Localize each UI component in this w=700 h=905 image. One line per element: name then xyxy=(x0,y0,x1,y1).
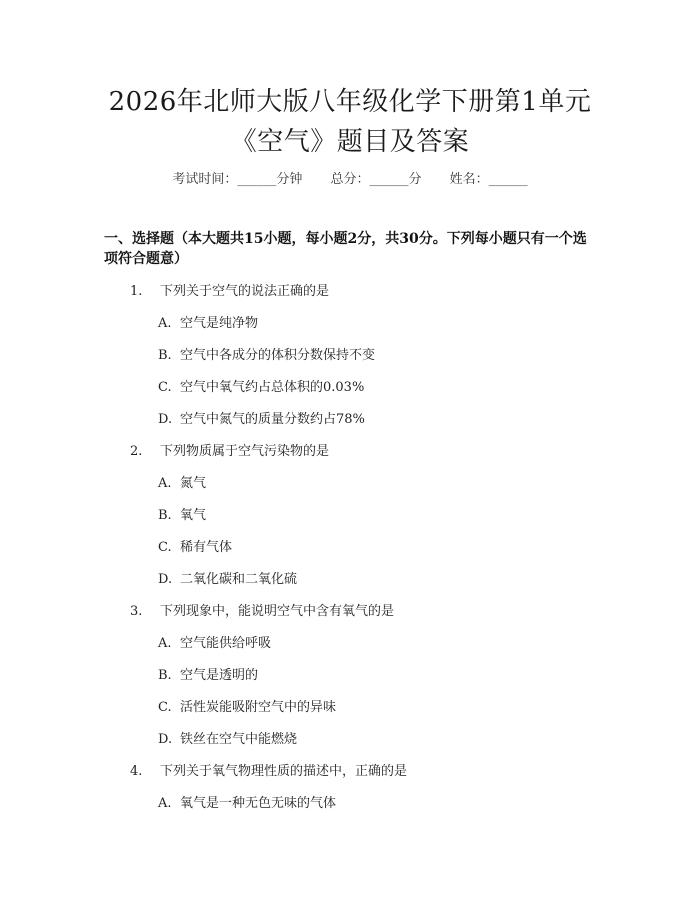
exam-time-unit: 分钟 xyxy=(276,172,303,187)
option-text: 空气能供给呼吸 xyxy=(180,636,272,651)
question-text: 下列现象中，能说明空气中含有氧气的是 xyxy=(160,604,395,619)
total-score-unit: 分 xyxy=(408,172,422,187)
option-letter: A. xyxy=(158,636,172,651)
option-text: 稀有气体 xyxy=(180,540,233,555)
option-letter: C. xyxy=(158,540,172,555)
q3-option-c xyxy=(158,699,336,717)
option-text: 铁丝在空气中能燃烧 xyxy=(180,732,298,747)
option-letter: C. xyxy=(158,700,172,715)
option-text: 空气中氮气的质量分数约占78% xyxy=(180,412,365,427)
exam-time xyxy=(172,170,302,190)
option-letter: B. xyxy=(158,348,172,363)
question-1 xyxy=(130,283,329,301)
exam-time-label: 考试时间： xyxy=(172,172,238,187)
q3-option-d xyxy=(158,731,297,749)
total-score-blank: ______ xyxy=(369,172,409,187)
option-text: 空气是透明的 xyxy=(180,668,259,683)
option-letter: B. xyxy=(158,668,172,683)
exam-info-line xyxy=(0,170,700,190)
option-letter: A. xyxy=(158,316,172,331)
question-text: 下列物质属于空气污染物的是 xyxy=(160,444,330,459)
option-text: 活性炭能吸附空气中的异味 xyxy=(180,700,337,715)
option-letter: D. xyxy=(158,412,173,427)
option-text: 氮气 xyxy=(180,476,207,491)
total-score-label: 总分： xyxy=(330,172,370,187)
option-text: 空气是纯净物 xyxy=(180,316,259,331)
q1-option-c xyxy=(158,379,364,397)
exam-time-blank: ______ xyxy=(237,172,277,187)
option-letter: A. xyxy=(158,796,172,811)
question-text: 下列关于氧气物理性质的描述中，正确的是 xyxy=(160,764,408,779)
option-letter: D. xyxy=(158,572,173,587)
q4-option-a xyxy=(158,795,336,813)
q2-option-d xyxy=(158,571,297,589)
option-letter: B. xyxy=(158,508,172,523)
section-heading-line-2: 项符合题意） xyxy=(104,251,188,267)
option-letter: D. xyxy=(158,732,173,747)
question-number: 4. xyxy=(130,764,143,779)
q3-option-b xyxy=(158,667,258,685)
section-heading-line-1: 一、选择题（本大题共15小题，每小题2分，共30分。下列每小题只有一个选 xyxy=(104,231,587,247)
student-name-blank: ______ xyxy=(488,172,528,187)
section-heading xyxy=(104,229,604,269)
option-letter: A. xyxy=(158,476,172,491)
question-3 xyxy=(130,603,394,621)
total-score xyxy=(330,170,421,190)
option-text: 氧气是一种无色无味的气体 xyxy=(180,796,337,811)
page-title-line-2: 《空气》题目及答案 xyxy=(230,127,470,157)
question-number: 2. xyxy=(130,444,143,459)
q2-option-a xyxy=(158,475,206,493)
option-text: 氧气 xyxy=(180,508,207,523)
q1-option-d xyxy=(158,411,365,429)
page-title-line-1: 2026年北师大版八年级化学下册第1单元 xyxy=(108,87,592,117)
q1-option-a xyxy=(158,315,258,333)
option-letter: C. xyxy=(158,380,172,395)
student-name xyxy=(450,170,528,190)
question-text: 下列关于空气的说法正确的是 xyxy=(160,284,330,299)
question-number: 3. xyxy=(130,604,143,619)
question-number: 1. xyxy=(130,284,143,299)
option-text: 空气中各成分的体积分数保持不变 xyxy=(180,348,376,363)
q2-option-c xyxy=(158,539,232,557)
q1-option-b xyxy=(158,347,375,365)
option-text: 二氧化碳和二氧化硫 xyxy=(180,572,298,587)
student-name-label: 姓名： xyxy=(449,172,489,187)
q3-option-a xyxy=(158,635,271,653)
q2-option-b xyxy=(158,507,206,525)
option-text: 空气中氧气约占总体积的0.03% xyxy=(180,380,365,395)
question-2 xyxy=(130,443,329,461)
question-4 xyxy=(130,763,407,781)
